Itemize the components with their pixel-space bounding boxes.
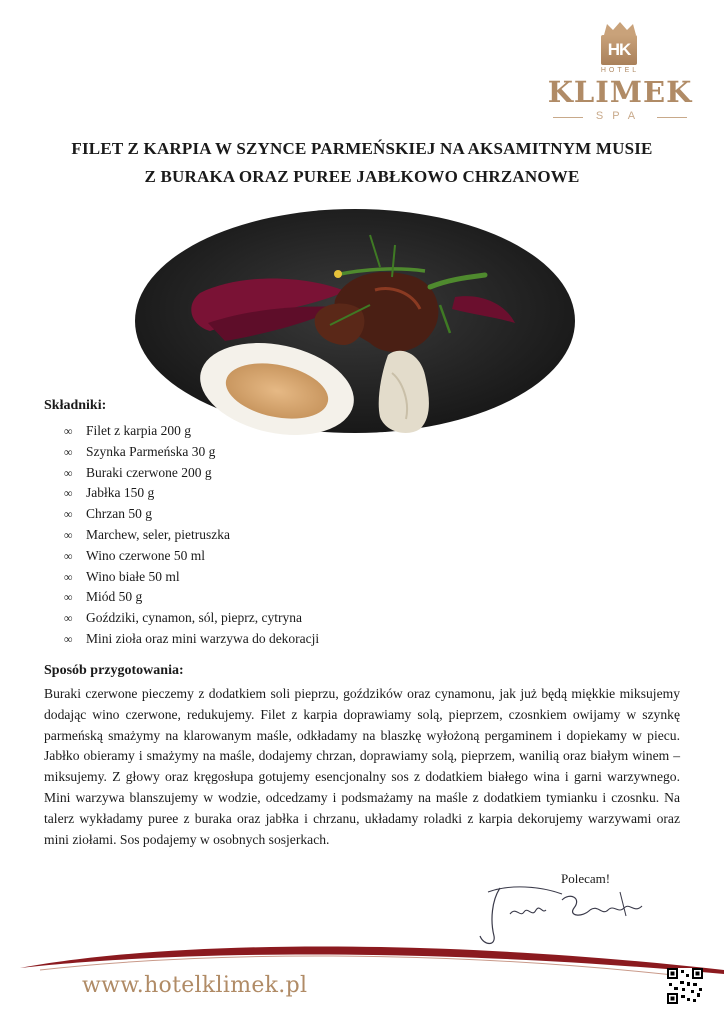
ingredient-text: Szynka Parmeńska 30 g — [86, 443, 216, 459]
infinity-bullet-icon: ∞ — [64, 465, 73, 480]
ingredient-item — [64, 421, 319, 442]
ingredient-item — [64, 629, 319, 650]
logo-divider — [657, 117, 687, 118]
qr-code-icon — [667, 968, 703, 1004]
logo-spa-text: SPA — [595, 110, 645, 122]
ingredient-item — [64, 546, 319, 567]
ingredient-item — [64, 525, 319, 546]
ingredient-item — [64, 587, 319, 608]
logo-name: KLIMEK — [547, 75, 693, 109]
ingredients-heading: Składniki: — [44, 398, 107, 413]
ingredient-text: Buraki czerwone 200 g — [86, 464, 212, 480]
crown-icon — [603, 22, 637, 36]
ingredient-text: Chrzan 50 g — [86, 506, 152, 522]
infinity-bullet-icon: ∞ — [64, 590, 73, 605]
infinity-bullet-icon: ∞ — [64, 611, 73, 626]
ingredient-text: Goździki, cynamon, sól, pieprz, cytryna — [86, 610, 302, 626]
ingredient-text: Filet z karpia 200 g — [86, 423, 191, 438]
ingredient-item — [64, 608, 319, 629]
infinity-bullet-icon: ∞ — [64, 569, 73, 584]
ingredient-text: Wino białe 50 ml — [86, 568, 180, 584]
infinity-bullet-icon: ∞ — [64, 486, 73, 501]
ingredient-text: Mini zioła oraz mini warzywa do dekoracji — [86, 630, 320, 646]
infinity-bullet-icon: ∞ — [64, 527, 73, 542]
recipe-title-line: FILET Z KARPIA W SZYNCE PARMEŃSKIEJ NA AKSAMITNYM MUSIE — [71, 139, 653, 158]
ingredient-item — [64, 442, 319, 463]
ingredient-text: Miód 50 g — [86, 589, 143, 605]
ingredient-text: Marchew, seler, pietruszka — [86, 526, 231, 542]
signoff-text: Polecam! — [561, 871, 611, 886]
dish-photo — [130, 205, 580, 443]
ingredient-text: Jabłka 150 g — [86, 485, 155, 501]
infinity-bullet-icon: ∞ — [64, 631, 73, 646]
method-text: Buraki czerwone pieczemy z dodatkiem soli pieprzu, goździków oraz cynamonu, jak już będą miękkie miksujemy dodając wino czerwone, redukujemy. Filet z karpia doprawiamy solą, pieprzem, czosnkiem owijamy w szynkę parmeńską smażymy na klarowanym maśle, odkładamy na blaszkę wyłożoną pergaminem i dopiekamy w piecu. Jabłko obieramy i smażymy na maśle, dodajemy chrzan, doprawiamy solą, pieprzem, wanilią oraz białym winem – miksujemy. Z głowy oraz kręgosłupa gotujemy esencjonalny sos z dodatkiem białego wina i garni warzywnego. Mini warzywa blanszujemy w wodzie, odcedzamy i podsmażamy na maśle z dodatkiem tymianku i czosnku. Na talerz wykładamy puree z buraka oraz jabłka i chrzanu, układamy roladki z karpia dekorujemy warzywami oraz mini ziołami. Sos podajemy w osobnych sosjerkach. — [44, 686, 680, 847]
website-link[interactable]: www.hotelklimek.pl — [82, 973, 308, 998]
method-heading: Sposób przygotowania: — [44, 663, 184, 678]
infinity-bullet-icon: ∞ — [64, 424, 73, 438]
infinity-bullet-icon: ∞ — [64, 548, 73, 563]
recipe-title-line: Z BURAKA ORAZ PUREE JABŁKOWO CHRZANOWE — [144, 167, 580, 186]
logo-hotel-text: HOTEL — [600, 67, 640, 74]
infinity-bullet-icon: ∞ — [64, 507, 73, 522]
hotel-klimek-logo — [545, 22, 695, 128]
ingredient-item — [64, 483, 319, 504]
recipe-title — [40, 135, 684, 191]
ingredient-text: Wino czerwone 50 ml — [86, 547, 206, 563]
ingredient-item — [64, 504, 319, 525]
logo-monogram: HK — [601, 35, 637, 65]
ingredient-list — [64, 421, 319, 650]
ingredient-item — [64, 567, 319, 588]
ingredient-item — [64, 463, 319, 484]
infinity-bullet-icon: ∞ — [64, 444, 73, 459]
